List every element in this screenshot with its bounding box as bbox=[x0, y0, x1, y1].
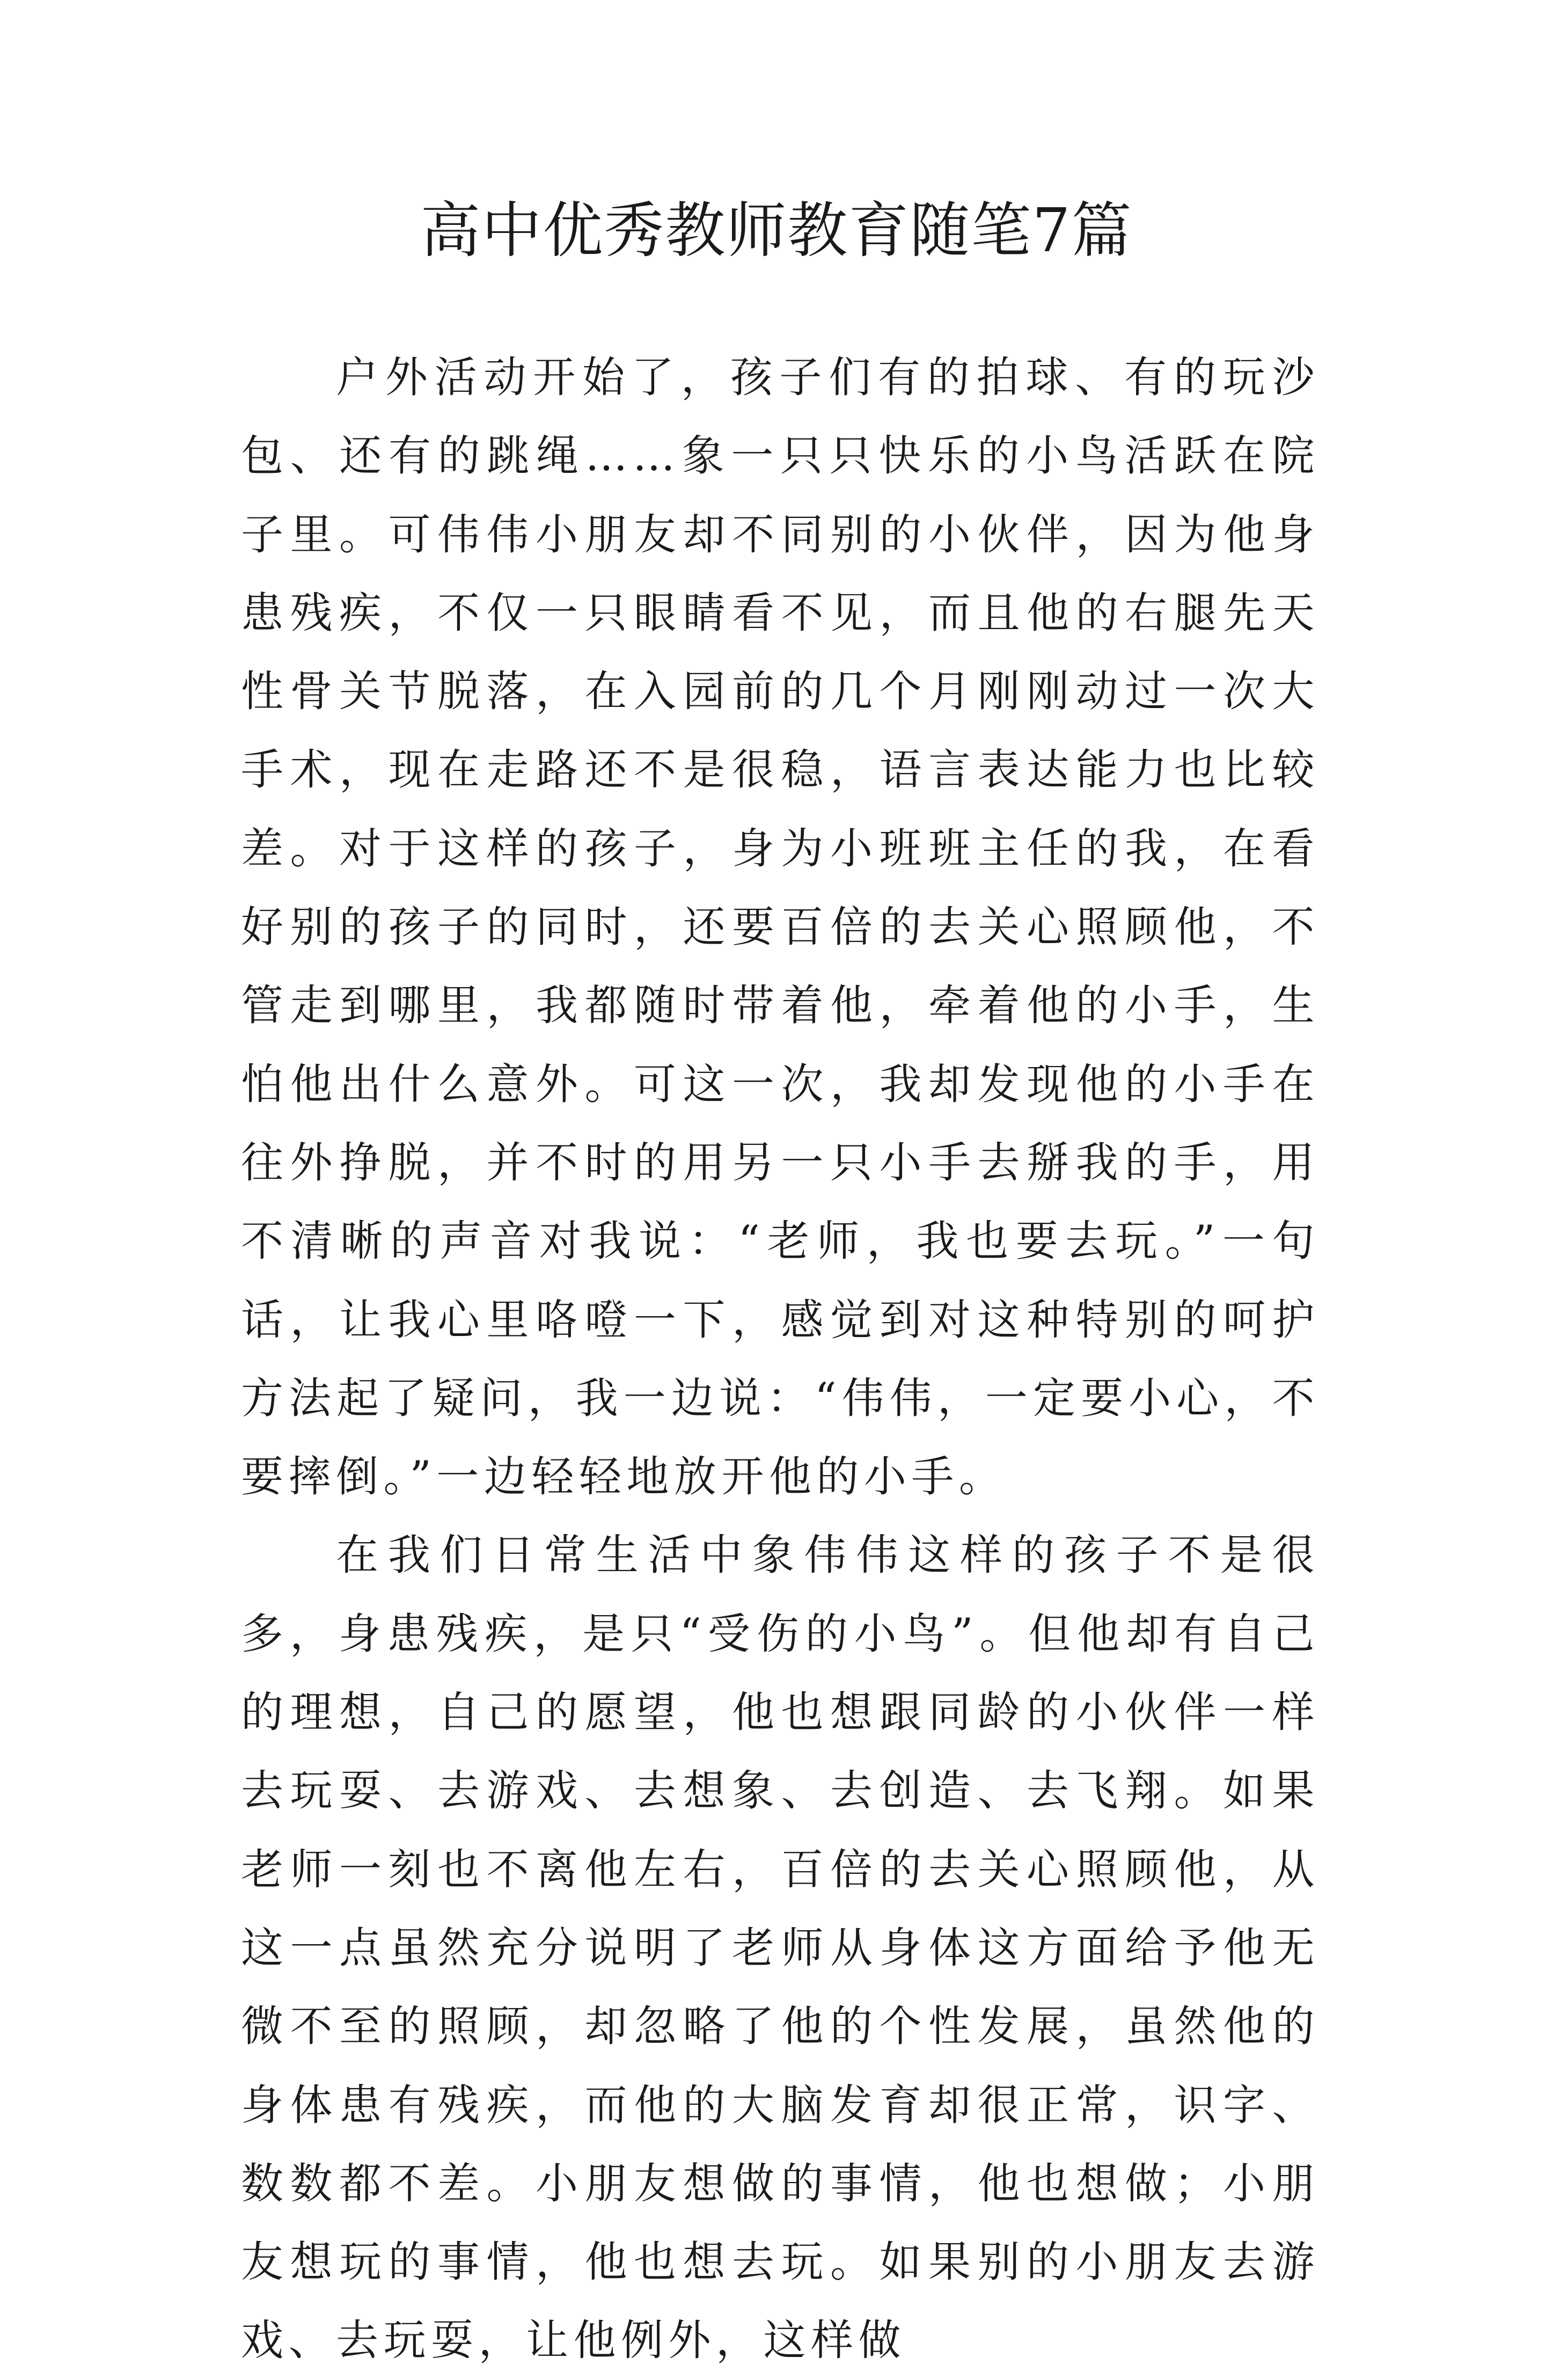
document-title: 高中优秀教师教育随笔7篇 bbox=[420, 196, 1133, 266]
paragraph-2: 在我们日常生活中象伟伟这样的孩子不是很多，身患残疾，是只“受伤的小鸟”。但他却有自己的理想，自己的愿望，他也想跟同龄的小伙伴一样去玩耍、去游戏、去想象、去创造、去飞翔。如果老师一刻也不离他左右，百倍的去关心照顾他，从这一点虽然充分说明了老师从身体这方面给予他无微不至的照顾，却忽略了他的个性发展，虽然他的身体患有残疾，而他的大脑发育却很正常，识字、数数都不差。小朋友想做的事情，他也想做；小朋友想玩的事情，他也想去玩。如果别的小朋友去游戏、去玩耍，让他例外，这样做 bbox=[241, 1530, 1320, 2366]
document-body bbox=[241, 338, 1320, 2380]
paragraph-1: 户外活动开始了，孩子们有的拍球、有的玩沙包、还有的跳绳……象一只只快乐的小鸟活跃在院子里。可伟伟小朋友却不同别的小伙伴，因为他身患残疾，不仅一只眼睛看不见，而且他的右腿先天性骨关节脱落，在入园前的几个月刚刚动过一次大手术，现在走路还不是很稳，语言表达能力也比较差。对于这样的孩子，身为小班班主任的我，在看好别的孩子的同时，还要百倍的去关心照顾他，不管走到哪里，我都随时带着他，牵着他的小手，生怕他出什么意外。可这一次，我却发现他的小手在往外挣脱，并不时的用另一只小手去掰我的手，用不清晰的声音对我说：“老师，我也要去玩。”一句话，让我心里咯噔一下，感觉到对这种特别的呵护方法起了疑问，我一边说：“伟伟，一定要小心，不要摔倒。”一边轻轻地放开他的小手。 bbox=[241, 353, 1320, 1502]
